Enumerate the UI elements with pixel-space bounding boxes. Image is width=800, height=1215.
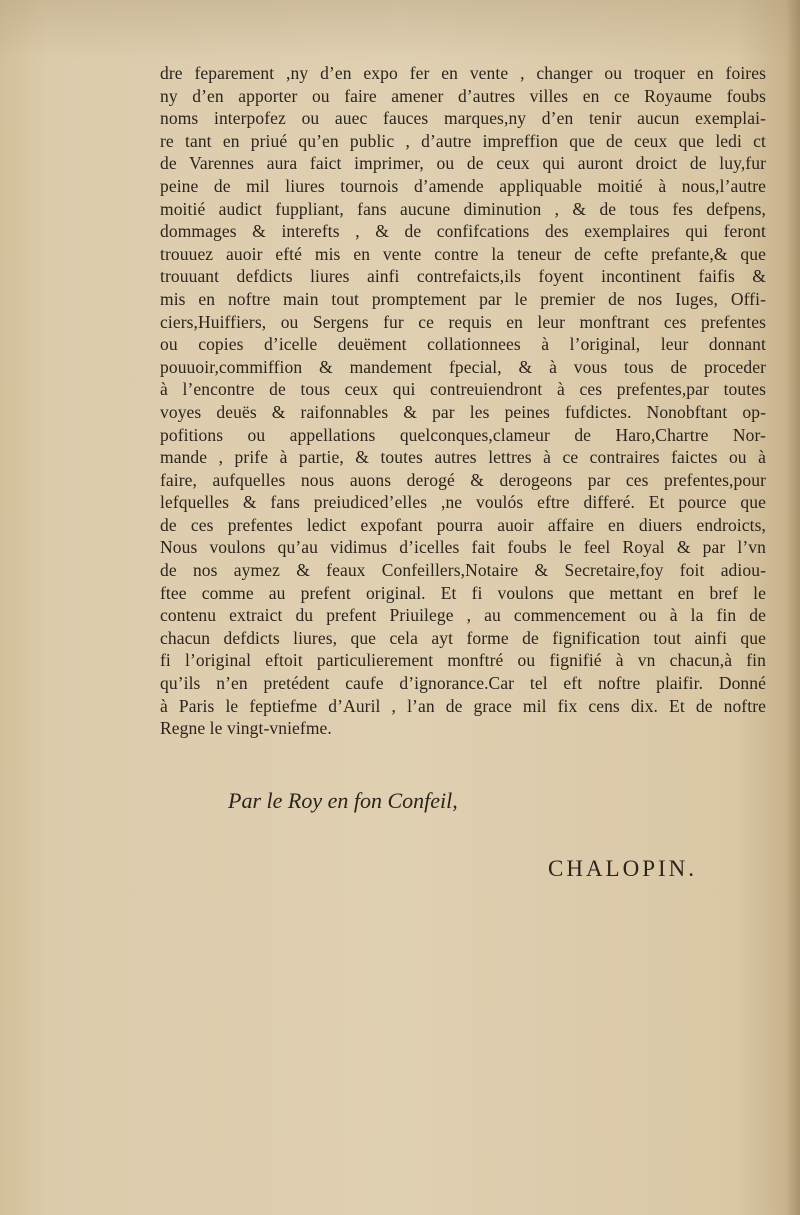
text-line: voyes deuës & raifonnables & par les peines fufdictes. Nonobftant op- [160,401,766,422]
text-line: mande , prife à partie, & toutes autres lettres à ce contraires faictes ou à [160,447,766,468]
text-line: ou copies d’icelle deuëment collationnees à l’original, leur donnant [160,334,766,355]
privilege-text [160,62,766,740]
text-line: dre feparement ,ny d’en expo fer en vente , changer ou troquer en foires [160,63,766,83]
text-line: peine de mil liures tournois d’amende appliquable moitié à nous,l’autre [160,175,766,196]
text-line: dommages & interefts , & de confifcations des exemplaires qui feront [160,221,766,242]
text-line: fi l’original eftoit particulierement monftré ou fignifié à vn chacun,à fin [160,650,766,671]
text-line: pouuoir,commiffion & mandement fpecial, & à vous tous de proceder [160,356,766,377]
text-line: mis en noftre main tout promptement par le premier de nos Iuges, Offi- [160,288,766,309]
text-line: de ces prefentes ledict expofant pourra auoir affaire en diuers endroicts, [160,514,766,535]
text-line: chacun defdicts liures, que cela ayt forme de fignification tout ainfi que [160,627,766,648]
text-line: lefquelles & fans preiudiced’elles ,ne voulós eftre differé. Et pource que [160,492,766,513]
text-line: Regne le vingt-vniefme. [160,718,332,739]
text-line: à l’encontre de tous ceux qui contreuiendront à ces prefentes,par toutes [160,379,766,400]
text-line: qu’ils n’en pretédent caufe d’ignorance.Car tel eft noftre plaifir. Donné [160,673,766,694]
text-line: noms interpofez ou auec fauces marques,ny d’en tenir aucun exemplai- [160,108,766,129]
text-line: à Paris le feptiefme d’Auril , l’an de grace mil fix cens dix. Et de noftre [160,695,766,716]
text-line: ftee comme au prefent original. Et fi voulons que mettant en bref le [160,582,766,603]
text-line: re tant en priué qu’en public , d’autre impreffion que de ceux que ledi ct [160,130,766,151]
text-line: pofitions ou appellations quelconques,clameur de Haro,Chartre Nor- [160,424,766,445]
text-line: ny d’en apporter ou faire amener d’autres villes en ce Royaume foubs [160,85,766,106]
text-line: moitié audict fuppliant, fans aucune diminution , & de tous fes defpens, [160,198,766,219]
page-gutter-shadow [786,0,800,1215]
signature-by-king: Par le Roy en fon Confeil, [228,788,458,813]
text-line: Nous voulons qu’au vidimus d’icelles fait foubs le feel Royal & par l’vn [160,537,766,558]
text-line: ciers,Huiffiers, ou Sergens fur ce requis en leur monftrant ces prefentes [160,311,766,332]
signature-chalopin: CHALOPIN. [548,856,698,881]
text-line: de nos aymez & feaux Confeillers,Notaire & Secretaire,foy foit adiou- [160,560,766,581]
text-line: contenu extraict du prefent Priuilege , au commencement ou à la fin de [160,605,766,626]
page-top-shadow [0,0,800,60]
text-line: de Varennes aura faict imprimer, ou de ceux qui auront droict de luy,fur [160,153,766,174]
text-line: trouuez auoir efté mis en vente contre la teneur de cefte prefante,& que [160,243,766,264]
text-line: faire, aufquelles nous auons derogé & derogeons par ces prefentes,pour [160,469,766,490]
text-line: trouuant defdicts liures ainfi contrefaicts,ils foyent incontinent faifis & [160,266,766,287]
